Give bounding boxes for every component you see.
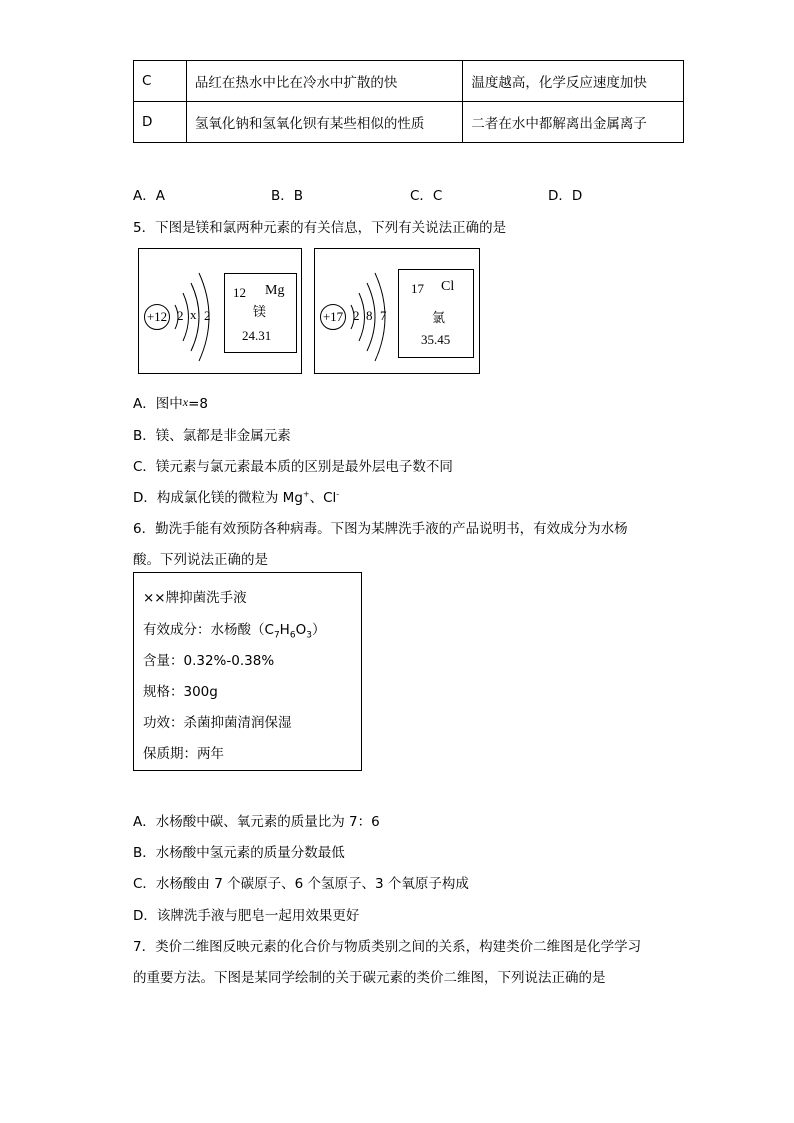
label-shelf-life: 保质期：两年	[143, 746, 224, 762]
q4-choice-b[interactable]: B．B	[271, 188, 304, 204]
label-ingredient	[143, 618, 325, 641]
q7-stem-line2: 的重要方法。下图是某同学绘制的关于碳元素的类价二维图，下列说法正确的是	[133, 970, 606, 986]
mg-symbol: Mg	[265, 283, 285, 298]
mg-atom-figure	[138, 248, 302, 374]
mg-shell-2: x	[190, 307, 197, 322]
formula-sub: 7	[273, 630, 280, 641]
table-cell-fact: 品红在热水中比在冷水中扩散的快	[186, 61, 462, 102]
cl-element-cell	[398, 269, 474, 358]
q5-option-a-variable: x	[182, 395, 189, 409]
mg-element-cell	[224, 273, 297, 353]
q5-option-c[interactable]: C．镁元素与氯元素最本质的区别是最外层电子数不同	[133, 459, 453, 475]
mg-nucleus: +12	[144, 304, 170, 330]
cl-shell-3: 7	[380, 308, 387, 323]
q5-option-d-prefix: D．构成氯化镁的微粒为 Mg	[133, 490, 303, 506]
cl-atomic-mass: 35.45	[421, 332, 451, 347]
table-cell-option: D	[134, 102, 187, 143]
label-title: ××牌抑菌洗手液	[143, 590, 247, 606]
q5-option-a-suffix: =8	[188, 396, 208, 412]
label-content: 含量：0.32%-0.38%	[143, 653, 275, 669]
table-row	[134, 102, 684, 143]
formula-element: H	[279, 622, 290, 638]
formula-element: O	[295, 622, 307, 638]
label-ingredient-prefix: 有效成分：水杨酸（C	[143, 622, 274, 638]
table-cell-reason: 温度越高，化学反应速度加快	[463, 61, 684, 102]
q6-stem-line1: 6．勤洗手能有效预防各种病毒。下图为某牌洗手液的产品说明书，有效成分为水杨	[133, 521, 628, 537]
formula-sub: 6	[289, 630, 296, 641]
q5-option-a[interactable]	[133, 392, 208, 412]
q4-choice-c[interactable]: C．C	[410, 188, 443, 204]
q4-choice-a[interactable]: A．A	[133, 188, 165, 204]
cl-atomic-number: 17	[411, 281, 424, 296]
mg-name: 镁	[253, 305, 267, 320]
q6-stem-line2: 酸。下列说法正确的是	[133, 552, 268, 568]
q5-option-d-sup2: -	[336, 489, 340, 499]
q5-option-a-prefix: A．图中	[133, 396, 183, 412]
q4-options-table	[133, 60, 684, 143]
mg-shell-3: 2	[204, 308, 211, 323]
q5-stem: 5．下图是镁和氯两种元素的有关信息，下列有关说法正确的是	[133, 220, 507, 236]
label-spec: 规格：300g	[143, 684, 218, 700]
q5-option-b[interactable]: B．镁、氯都是非金属元素	[133, 428, 291, 444]
table-cell-fact: 氢氧化钠和氢氧化钡有某些相似的性质	[186, 102, 462, 143]
q5-option-d-sup1: +	[302, 489, 310, 499]
q4-choice-d[interactable]: D．D	[548, 188, 583, 204]
table-cell-reason: 二者在水中都解离出金属离子	[463, 102, 684, 143]
q6-option-b[interactable]: B．水杨酸中氢元素的质量分数最低	[133, 845, 345, 861]
cl-name: 氯	[432, 311, 446, 326]
cl-shell-1: 2	[353, 308, 360, 323]
mg-atomic-number: 12	[233, 285, 246, 300]
q6-option-d[interactable]: D．该牌洗手液与肥皂一起用效果更好	[133, 908, 360, 924]
cl-symbol: Cl	[441, 279, 455, 294]
cl-electron-shells	[315, 249, 405, 375]
q5-option-d[interactable]	[133, 486, 339, 506]
formula-close: ）	[311, 622, 326, 638]
q7-stem-line1: 7．类价二维图反映元素的化合价与物质类别之间的关系，构建类价二维图是化学学习	[133, 939, 642, 955]
cl-shell-2: 8	[366, 308, 373, 323]
product-label-box	[133, 572, 362, 771]
mg-electron-shells	[139, 249, 229, 375]
cl-nucleus: +17	[320, 304, 346, 330]
formula-sub: 3	[306, 630, 312, 641]
cl-atom-figure	[314, 248, 480, 374]
q6-option-a[interactable]: A．水杨酸中碳、氧元素的质量比为 7：6	[133, 814, 380, 830]
table-cell-option: C	[134, 61, 187, 102]
table-row	[134, 61, 684, 102]
label-effect: 功效：杀菌抑菌清润保湿	[143, 715, 292, 731]
mg-shell-1: 2	[177, 308, 184, 323]
q5-option-d-mid: 、Cl	[309, 490, 337, 506]
mg-atomic-mass: 24.31	[242, 328, 272, 343]
q6-option-c[interactable]: C．水杨酸由 7 个碳原子、6 个氢原子、3 个氧原子构成	[133, 876, 469, 892]
